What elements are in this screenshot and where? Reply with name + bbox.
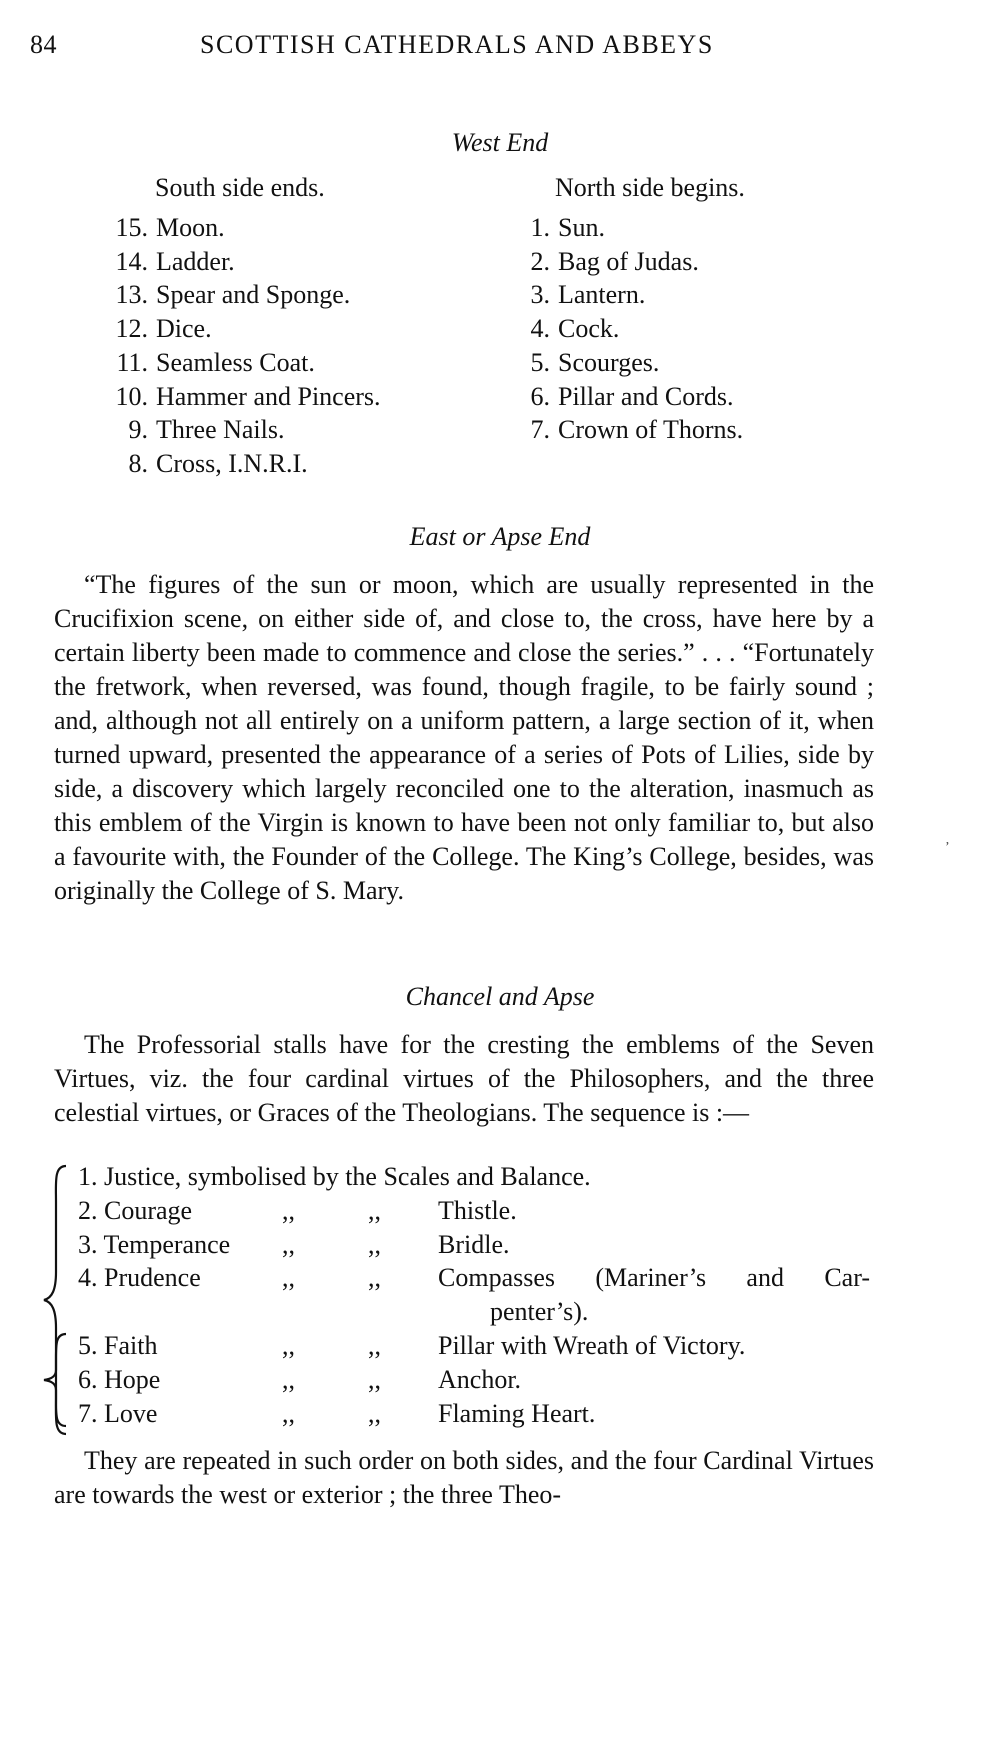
list-item: 2. Bag of Judas. — [530, 246, 699, 276]
list-item: 1. Sun. — [530, 213, 605, 242]
ditto-mark: ,, — [368, 1330, 381, 1360]
virtue-row: 3. Temperance ,, ,, Bridle. — [50, 1228, 910, 1262]
ditto-mark: ,, — [282, 1364, 295, 1394]
running-title: SCOTTISH CATHEDRALS AND ABBEYS — [200, 30, 714, 59]
south-side-heading: South side ends. — [155, 173, 325, 202]
list-item: 8. Cross, I.N.R.I. — [128, 448, 308, 478]
virtue-row-continuation — [50, 1295, 910, 1329]
ditto-mark: ,, — [282, 1398, 295, 1428]
virtue-emblem: Compasses (Mariner’s and Car- — [438, 1263, 870, 1293]
virtue-emblem: Thistle. — [438, 1195, 517, 1225]
ditto-mark: ,, — [368, 1398, 381, 1428]
north-side-list — [512, 211, 743, 447]
north-side-heading: North side begins. — [555, 173, 745, 202]
page-number: 84 — [30, 30, 57, 59]
list-item: 11. Seamless Coat. — [116, 347, 315, 377]
virtue-row: 1. Justice, symbolised by the Scales and Balance. — [78, 1162, 591, 1191]
virtue-row: 7. Love ,, ,, Flaming Heart. — [50, 1397, 910, 1431]
virtue-emblem: Bridle. — [438, 1229, 510, 1259]
list-item: 6. Pillar and Cords. — [530, 381, 734, 411]
virtues-list — [50, 1160, 910, 1430]
list-item: 5. Scourges. — [530, 347, 660, 377]
list-item: 4. Cock. — [530, 314, 620, 344]
list-item: 7. Crown of Thorns. — [530, 415, 744, 445]
virtue-emblem: Anchor. — [438, 1364, 522, 1394]
ditto-mark: ,, — [368, 1195, 381, 1225]
virtue-row: 4. Prudence ,, ,, Compasses (Mariner’s and Car- — [50, 1261, 910, 1295]
virtue-row: 6. Hope ,, ,, Anchor. — [50, 1363, 910, 1397]
list-item: 13. Spear and Sponge. — [115, 280, 351, 310]
virtue-emblem: Pillar with Wreath of Victory. — [438, 1330, 746, 1360]
virtue-row: 5. Faith ,, ,, Pillar with Wreath of Victory. — [50, 1329, 910, 1363]
south-side-list — [78, 211, 381, 481]
list-item: 12. Dice. — [115, 314, 212, 344]
virtue-emblem-continuation: penter’s). — [490, 1297, 589, 1327]
ditto-mark: ,, — [282, 1195, 295, 1225]
list-item: 10. Hammer and Pincers. — [115, 381, 381, 411]
ditto-mark: ,, — [368, 1364, 381, 1394]
list-item: 3. Lantern. — [530, 280, 646, 310]
virtue-emblem: Flaming Heart. — [438, 1398, 596, 1428]
list-item: 14. Ladder. — [115, 246, 235, 276]
chancel-paragraph: The Professorial stalls have for the cresting the emblems of the Seven Virtues, viz. the four cardinal virtues of the Philosophers, and the three celestial virtues, or Graces of the Theologians. The sequence is :— — [54, 1030, 874, 1127]
ditto-mark: ,, — [282, 1330, 295, 1360]
west-end-heading: West End — [451, 128, 549, 157]
ditto-mark: ,, — [282, 1229, 295, 1259]
virtue-row: 2. Courage ,, ,, Thistle. — [50, 1194, 910, 1228]
page-header — [30, 30, 930, 70]
ditto-mark: ,, — [282, 1263, 295, 1293]
east-end-heading: East or Apse End — [409, 522, 591, 551]
east-end-paragraph: “The figures of the sun or moon, which are usually represented in the Crucifixion scene, on either side of, and close to, the cross, have here by a certain liberty been made to commence and close the series.” . . . “Fortunately the fretwork, when reversed, was found, though fragile, to be fairly sound ; and, although not all entirely on a uniform pattern, a large section of it, when turned upward, presented the appearance of a series of Pots of Lilies, side by side, a discovery which largely reconciled one to the alteration, inasmuch as this emblem of the Virgin is known to have been not only familiar to, but also a favourite with, the Founder of the College. The King’s College, besides, was originally the College of S. Mary. — [54, 570, 874, 905]
ditto-mark: ,, — [368, 1229, 381, 1259]
list-item: 9. Three Nails. — [128, 415, 285, 445]
stray-mark: ’ — [945, 840, 950, 855]
ditto-mark: ,, — [368, 1263, 381, 1293]
closing-paragraph: They are repeated in such order on both sides, and the four Cardinal Virtues are towards the west or exterior ; the three Theo- — [54, 1446, 874, 1509]
list-item: 15. Moon. — [115, 213, 225, 242]
chancel-heading: Chancel and Apse — [405, 982, 595, 1011]
